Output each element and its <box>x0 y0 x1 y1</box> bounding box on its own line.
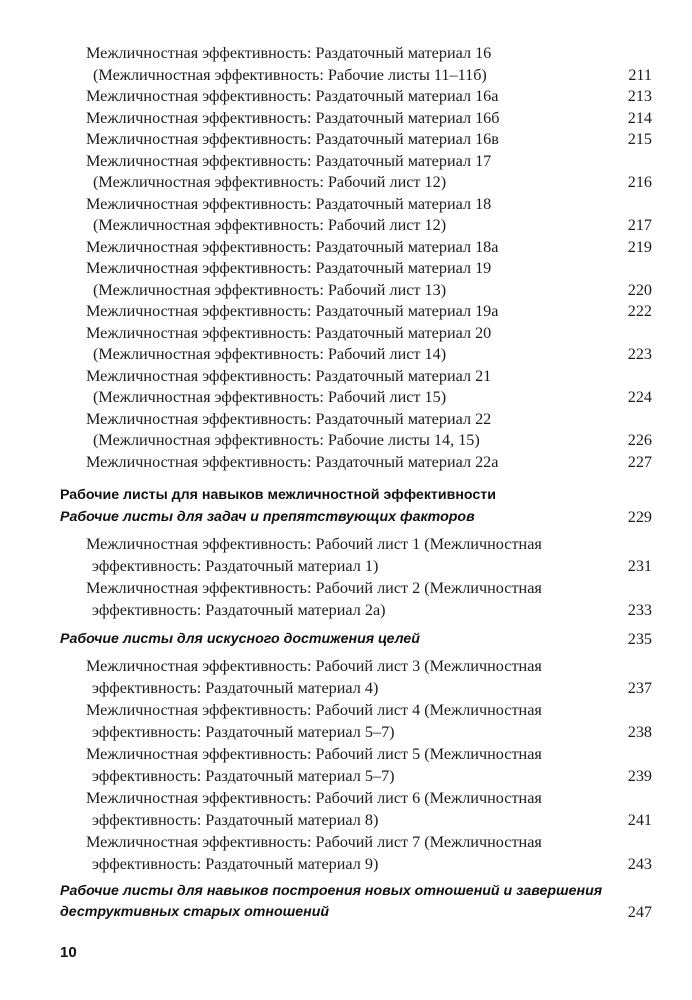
toc-line-text: эффективность: Раздаточный материал 9) <box>92 855 379 873</box>
toc-line-text: Межличностная эффективность: Рабочий лист 7 (Межличностная <box>86 833 542 851</box>
toc-page-number: 213 <box>627 87 652 105</box>
toc-line-text: Межличностная эффективность: Раздаточный материал 19а <box>86 302 499 320</box>
toc-page-number: 224 <box>627 388 652 406</box>
toc-line <box>0 743 692 766</box>
toc-line-text: (Межличностная эффективность: Рабочий лист 12) <box>93 216 447 234</box>
toc-line-text: Межличностная эффективность: Рабочий лист 1 (Межличностная <box>86 535 542 553</box>
toc-line <box>0 236 692 259</box>
toc-line <box>0 451 692 474</box>
toc-line <box>0 721 692 744</box>
toc-page-number: 239 <box>627 767 652 785</box>
toc-line <box>0 300 692 323</box>
toc-page-number: 233 <box>627 601 652 619</box>
toc-line <box>0 171 692 194</box>
toc-page-number: 235 <box>627 630 652 648</box>
toc-line <box>0 85 692 108</box>
toc-line-text: Межличностная эффективность: Рабочий лист 2 (Межличностная <box>86 579 542 597</box>
toc-line-text: Межличностная эффективность: Раздаточный материал 16а <box>86 87 499 105</box>
toc-line-text: эффективность: Раздаточный материал 4) <box>92 679 379 697</box>
toc-line-text: эффективность: Раздаточный материал 2а) <box>92 601 386 619</box>
toc-line-text: Межличностная эффективность: Раздаточный материал 16 <box>86 44 492 62</box>
toc-line <box>0 343 692 366</box>
toc-page-number: 220 <box>627 281 652 299</box>
section-heading-text: Рабочие листы для задач и препятствующих факторов <box>60 509 475 525</box>
toc-line <box>0 677 692 700</box>
toc-line <box>0 429 692 452</box>
toc-line <box>0 322 692 345</box>
main-heading <box>0 484 692 507</box>
section-heading <box>0 506 692 529</box>
toc-line-text: Межличностная эффективность: Раздаточный материал 21 <box>86 367 492 385</box>
toc-line <box>0 214 692 237</box>
toc-line <box>0 765 692 788</box>
section-heading-text: деструктивных старых отношений <box>60 904 330 920</box>
toc-line-text: Межличностная эффективность: Раздаточный материал 17 <box>86 152 492 170</box>
toc-page-number: 211 <box>628 66 652 84</box>
toc-line <box>0 107 692 130</box>
toc-line-text: Межличностная эффективность: Рабочий лист 4 (Межличностная <box>86 701 542 719</box>
toc-line <box>0 42 692 65</box>
section-heading <box>0 901 692 924</box>
section-heading <box>0 628 692 651</box>
toc-line-text: Межличностная эффективность: Раздаточный материал 22а <box>86 453 499 471</box>
toc-line-text: Межличностная эффективность: Раздаточный материал 18а <box>86 238 499 256</box>
toc-line <box>0 279 692 302</box>
toc-page-number: 214 <box>627 109 652 127</box>
toc-page-number: 219 <box>627 238 652 256</box>
toc-page-number: 226 <box>627 431 652 449</box>
toc-line-text: эффективность: Раздаточный материал 1) <box>92 557 379 575</box>
toc-page-number: 237 <box>627 679 652 697</box>
toc-page-number: 229 <box>627 508 652 526</box>
toc-page-number: 216 <box>627 173 652 191</box>
toc-page-number: 215 <box>627 130 652 148</box>
toc-line-text: Межличностная эффективность: Раздаточный материал 19 <box>86 259 492 277</box>
toc-line-text: (Межличностная эффективность: Рабочий лист 13) <box>93 281 447 299</box>
toc-line <box>0 853 692 876</box>
toc-page-number: 222 <box>627 302 652 320</box>
toc-line-text: Межличностная эффективность: Раздаточный материал 16в <box>86 130 499 148</box>
toc-line <box>0 128 692 151</box>
toc-line-text: эффективность: Раздаточный материал 5–7) <box>92 723 395 741</box>
toc-line <box>0 555 692 578</box>
toc-line-text: (Межличностная эффективность: Рабочий лист 12) <box>93 173 447 191</box>
toc-line <box>0 699 692 722</box>
toc-line-text: эффективность: Раздаточный материал 5–7) <box>92 767 395 785</box>
toc-line-text: эффективность: Раздаточный материал 8) <box>92 811 379 829</box>
toc-line <box>0 408 692 431</box>
toc-line-text: (Межличностная эффективность: Рабочий лист 14) <box>93 345 447 363</box>
toc-line-text: (Межличностная эффективность: Рабочий лист 15) <box>93 388 447 406</box>
section-heading-text: Рабочие листы для искусного достижения целей <box>60 631 420 647</box>
toc-line <box>0 64 692 87</box>
page-number-folio: 10 <box>60 944 77 961</box>
toc-page-number: 231 <box>627 557 652 575</box>
toc-page-number: 238 <box>627 723 652 741</box>
toc-line <box>0 257 692 280</box>
toc-line <box>0 365 692 388</box>
section-heading <box>0 880 692 903</box>
section-heading-text: Рабочие листы для навыков построения новых отношений и завершения <box>60 883 603 899</box>
toc-line <box>0 599 692 622</box>
toc-line-text: Межличностная эффективность: Рабочий лист 6 (Межличностная <box>86 789 542 807</box>
toc-page-number: 243 <box>627 855 652 873</box>
toc-line-text: (Межличностная эффективность: Рабочие листы 14, 15) <box>93 431 480 449</box>
toc-line-text: (Межличностная эффективность: Рабочие листы 11–11б) <box>93 66 487 84</box>
toc-line-text: Межличностная эффективность: Раздаточный материал 16б <box>86 109 500 127</box>
toc-line <box>0 533 692 556</box>
toc-line <box>0 150 692 173</box>
toc-line <box>0 193 692 216</box>
toc-line <box>0 831 692 854</box>
toc-line-text: Межличностная эффективность: Раздаточный материал 22 <box>86 410 492 428</box>
toc-page-number: 227 <box>627 453 652 471</box>
toc-line <box>0 787 692 810</box>
toc-line <box>0 386 692 409</box>
toc-line-text: Межличностная эффективность: Рабочий лист 5 (Межличностная <box>86 745 542 763</box>
toc-line <box>0 809 692 832</box>
toc-page-number: 223 <box>627 345 652 363</box>
toc-line-text: Межличностная эффективность: Раздаточный материал 20 <box>86 324 492 342</box>
toc-page-number: 241 <box>627 811 652 829</box>
toc-line <box>0 577 692 600</box>
toc-line <box>0 655 692 678</box>
main-heading-text: Рабочие листы для навыков межличностной эффективности <box>60 487 496 503</box>
toc-page-number: 247 <box>627 903 652 921</box>
toc-line-text: Межличностная эффективность: Рабочий лист 3 (Межличностная <box>86 657 542 675</box>
toc-page-number: 217 <box>627 216 652 234</box>
toc-line-text: Межличностная эффективность: Раздаточный материал 18 <box>86 195 492 213</box>
